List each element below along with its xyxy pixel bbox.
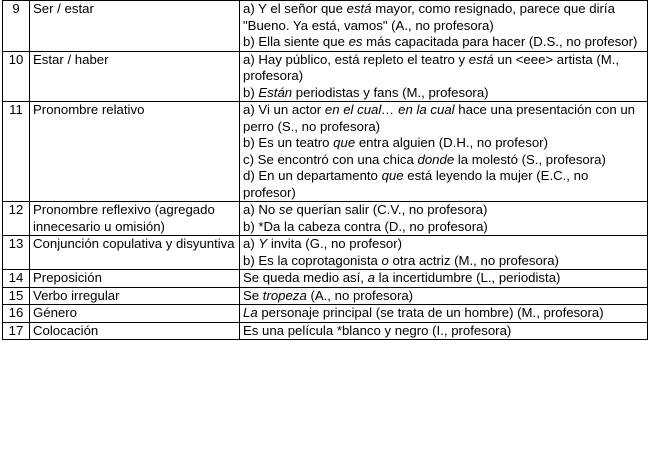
row-number: 10 (3, 51, 30, 102)
highlighted-error-text: La (243, 305, 258, 320)
row-number: 9 (3, 1, 30, 52)
example-line (243, 236, 644, 253)
example-text: a) Y el señor que (243, 1, 347, 16)
error-category: Conjunción copulativa y disyuntiva (30, 236, 240, 270)
example-line (243, 270, 644, 287)
example-text: hace una presentación con un perro (S., no profesora) (243, 102, 635, 134)
example-text: más capacitada para hacer (D.S., no profesor) (362, 34, 638, 49)
example-line (243, 253, 644, 270)
examples-cell (240, 270, 648, 288)
example-line (243, 52, 644, 85)
highlighted-error-text: se (278, 202, 293, 217)
highlighted-error-text: tropeza (262, 287, 307, 303)
example-text: querían salir (C.V., no profesora) (292, 202, 488, 217)
examples-cell (240, 287, 648, 305)
highlighted-error-text: o (381, 252, 389, 268)
examples-cell (240, 1, 648, 52)
error-category: Pronombre relativo (30, 102, 240, 202)
examples-cell (240, 51, 648, 102)
highlighted-error-text: a (367, 270, 375, 285)
example-text: a) (243, 236, 259, 251)
example-text: a) No (243, 202, 279, 217)
example-text: a) Hay público, está repleto el teatro y (243, 51, 469, 67)
example-line (243, 1, 644, 34)
row-number: 15 (3, 287, 30, 305)
example-text: a) Vi un actor (243, 102, 325, 117)
example-text: otra actriz (M., no profesora) (388, 252, 559, 268)
example-text: está leyendo la mujer (E.C., no profesor) (243, 168, 589, 200)
row-number: 13 (3, 236, 30, 270)
example-text: mayor, como resignado, parece que diría "Bueno. Ya está, vamos" (A., no profesora) (243, 1, 615, 33)
example-text: Se (243, 287, 263, 303)
example-line (243, 219, 644, 236)
example-text: b) Ella siente que (243, 34, 349, 49)
example-text: c) Se encontró con una chica (243, 151, 418, 167)
example-line (243, 305, 644, 322)
example-text: periodistas y fans (M., profesora) (292, 84, 489, 100)
examples-cell (240, 202, 648, 236)
error-category: Preposición (30, 270, 240, 288)
error-category: Colocación (30, 322, 240, 340)
example-text: Es una película *blanco y negro (I., profesora) (243, 322, 512, 338)
table-row (3, 102, 648, 202)
example-text: b) (243, 84, 259, 100)
examples-cell (240, 102, 648, 202)
example-text: un <eee> artista (M., profesora) (243, 51, 620, 83)
example-line (243, 168, 644, 201)
row-number: 11 (3, 102, 30, 202)
highlighted-error-text: que (333, 135, 356, 150)
highlighted-error-text: Están (258, 84, 293, 100)
table-row (3, 305, 648, 323)
table-row (3, 51, 648, 102)
table-row (3, 270, 648, 288)
example-line (243, 288, 644, 305)
table-row (3, 202, 648, 236)
highlighted-error-text: en el cual… en la cual (324, 102, 455, 117)
error-category: Género (30, 305, 240, 323)
table-row (3, 287, 648, 305)
example-line (243, 323, 644, 340)
error-category: Ser / estar (30, 1, 240, 52)
highlighted-error-text: es (348, 34, 363, 49)
example-text: b) Es la coprotagonista (243, 252, 382, 268)
error-category: Pronombre reflexivo (agregado innecesario u omisión) (30, 202, 240, 236)
highlighted-error-text: Y (258, 236, 268, 251)
example-text: la molestó (S., profesora) (454, 151, 606, 167)
highlighted-error-text: está (346, 1, 372, 16)
table-body (3, 1, 648, 340)
examples-cell (240, 322, 648, 340)
row-number: 12 (3, 202, 30, 236)
table-row (3, 236, 648, 270)
example-text: b) *Da la cabeza contra (D., no profesora) (243, 218, 488, 234)
example-text: (A., no profesora) (306, 287, 414, 303)
row-number: 17 (3, 322, 30, 340)
row-number: 16 (3, 305, 30, 323)
example-text: invita (G., no profesor) (267, 236, 403, 251)
example-line (243, 102, 644, 135)
example-line (243, 202, 644, 219)
example-text: Se queda medio así, (243, 270, 368, 285)
example-line (243, 34, 644, 51)
table-row (3, 1, 648, 52)
example-line (243, 135, 644, 152)
error-examples-table (2, 0, 648, 340)
examples-cell (240, 305, 648, 323)
examples-cell (240, 236, 648, 270)
highlighted-error-text: está (468, 51, 494, 67)
example-line (243, 152, 644, 169)
highlighted-error-text: que (381, 168, 404, 183)
table-row (3, 322, 648, 340)
row-number: 14 (3, 270, 30, 288)
highlighted-error-text: donde (417, 151, 455, 167)
example-line (243, 85, 644, 102)
example-text: personaje principal (se trata de un hombre) (M., profesora) (257, 305, 604, 320)
error-category: Estar / haber (30, 51, 240, 102)
example-text: d) En un departamento (243, 168, 382, 183)
example-text: b) Es un teatro (243, 135, 334, 150)
error-category: Verbo irregular (30, 287, 240, 305)
example-text: entra alguien (D.H., no profesor) (355, 135, 548, 150)
example-text: la incertidumbre (L., periodista) (374, 270, 561, 285)
